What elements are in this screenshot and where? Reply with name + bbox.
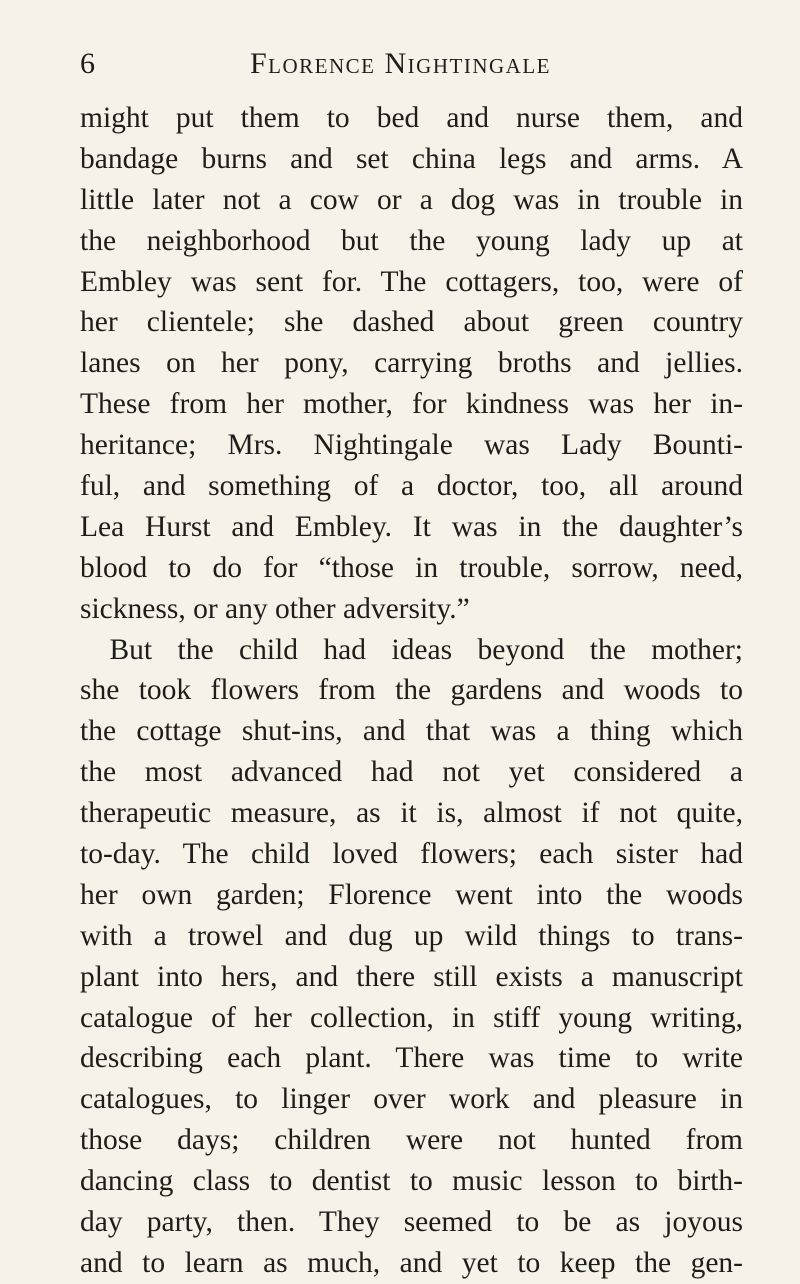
running-head <box>80 44 740 84</box>
body-text <box>80 98 743 1284</box>
page-number: 6 <box>80 47 95 80</box>
text-line-paragraph-end: sickness, or any other adversity.” <box>80 592 470 625</box>
text-line: day party, then. They seemed to be as joyous <box>80 1206 743 1239</box>
text-line: those days; children were not hunted from <box>80 1124 743 1157</box>
text-line: therapeutic measure, as it is, almost if not quite, <box>80 797 743 830</box>
text-line: blood to do for “those in trouble, sorrow, need, <box>80 551 743 584</box>
text-line: bandage burns and set china legs and arms. A <box>80 142 743 175</box>
text-line: to-day. The child loved flowers; each sister had <box>80 838 743 871</box>
text-line: heritance; Mrs. Nightingale was Lady Bounti- <box>80 429 743 462</box>
text-line: the most advanced had not yet considered a <box>80 756 743 789</box>
text-line: catalogue of her collection, in stiff young writing, <box>80 1001 743 1034</box>
text-line: her clientele; she dashed about green country <box>80 306 743 339</box>
text-line: dancing class to dentist to music lesson to birth- <box>80 1165 743 1198</box>
text-line: and to learn as much, and yet to keep the gen- <box>80 1246 743 1279</box>
text-line: she took flowers from the gardens and woods to <box>80 674 743 707</box>
text-line: little later not a cow or a dog was in trouble in <box>80 183 743 216</box>
text-line: the cottage shut-ins, and that was a thing which <box>80 715 743 748</box>
text-line: plant into hers, and there still exists a manuscript <box>80 960 743 993</box>
text-line: catalogues, to linger over work and pleasure in <box>80 1083 743 1116</box>
text-line: lanes on her pony, carrying broths and jellies. <box>80 347 743 380</box>
text-line: her own garden; Florence went into the woods <box>80 878 743 911</box>
text-line-paragraph-start: But the child had ideas beyond the mother; <box>80 633 743 666</box>
running-title: Florence Nightingale <box>250 47 551 80</box>
text-line: These from her mother, for kindness was her in- <box>80 388 743 421</box>
text-line: with a trowel and dug up wild things to trans- <box>80 919 743 952</box>
text-line: might put them to bed and nurse them, and <box>80 102 743 134</box>
text-line: describing each plant. There was time to write <box>80 1042 743 1075</box>
text-line: ful, and something of a doctor, too, all around <box>80 470 743 503</box>
text-line: Embley was sent for. The cottagers, too, were of <box>80 265 743 298</box>
text-line: Lea Hurst and Embley. It was in the daughter’s <box>80 510 743 543</box>
text-line: the neighborhood but the young lady up at <box>80 224 743 257</box>
